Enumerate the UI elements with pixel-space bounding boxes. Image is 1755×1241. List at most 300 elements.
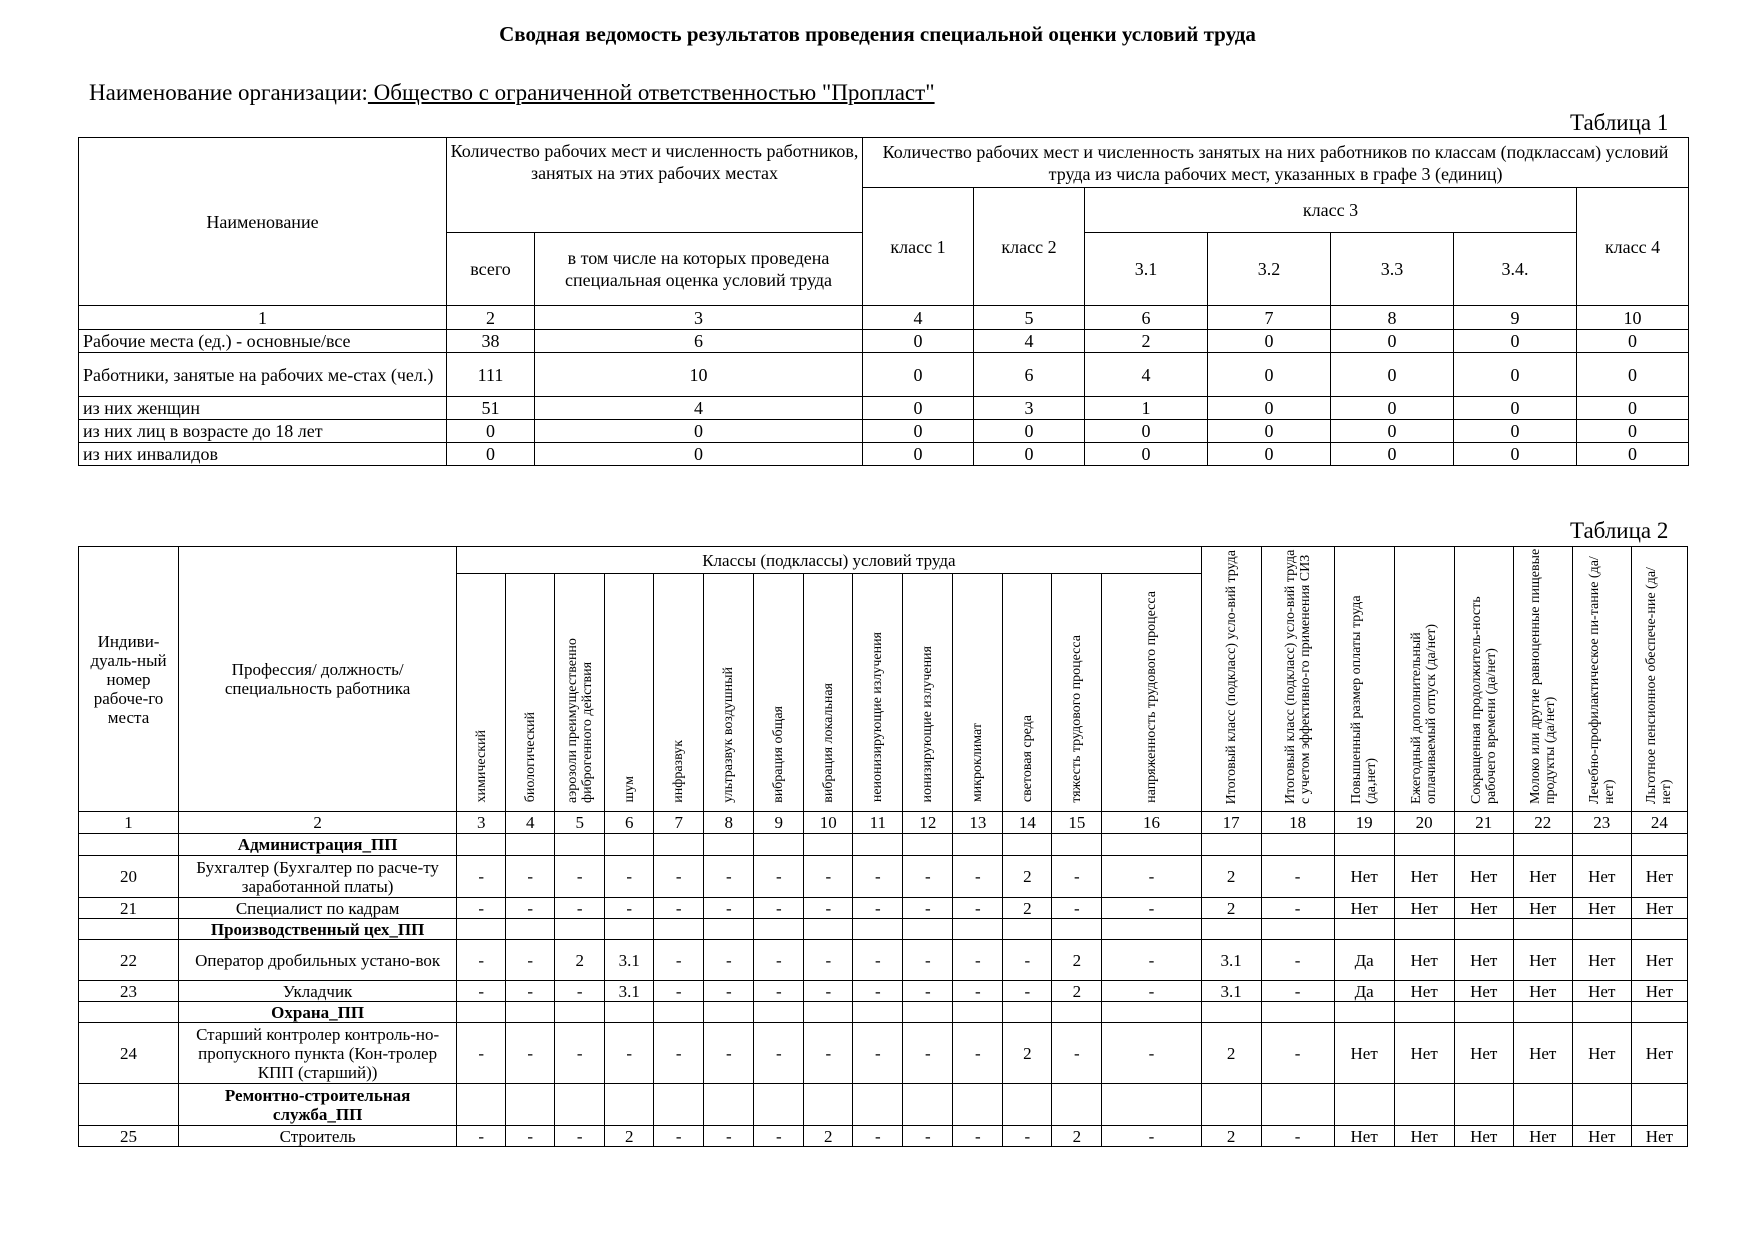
table-cell: - bbox=[853, 1023, 903, 1084]
column-number: 5 bbox=[555, 812, 605, 834]
table-cell: - bbox=[506, 940, 555, 981]
table-cell: 0 bbox=[1208, 443, 1331, 466]
empty-cell bbox=[754, 919, 804, 940]
empty-cell bbox=[79, 1084, 179, 1126]
column-number: 8 bbox=[1331, 306, 1454, 330]
empty-cell bbox=[1334, 834, 1394, 856]
empty-cell bbox=[1631, 1084, 1687, 1126]
empty-cell bbox=[605, 919, 654, 940]
empty-cell bbox=[654, 1002, 704, 1023]
table-cell: 10 bbox=[535, 353, 863, 397]
factor-label: вибрация локальная bbox=[820, 682, 836, 803]
factor-label: ионизирующие излучения bbox=[920, 646, 936, 803]
profession: Старший контролер контроль-но-пропускного пункта (Кон-тролер КПП (старший)) bbox=[179, 1023, 457, 1084]
table2-label: Таблица 2 bbox=[1570, 518, 1669, 543]
table-cell: 2 bbox=[1003, 898, 1052, 919]
column-number: 5 bbox=[974, 306, 1085, 330]
table-cell: - bbox=[605, 898, 654, 919]
table-cell: - bbox=[654, 898, 704, 919]
table-cell: Нет bbox=[1513, 898, 1572, 919]
table-cell: 0 bbox=[974, 420, 1085, 443]
workplace-number: 22 bbox=[79, 940, 179, 981]
table-cell: 0 bbox=[1454, 353, 1577, 397]
table-cell: 0 bbox=[1577, 330, 1689, 353]
table-cell: Нет bbox=[1394, 981, 1454, 1002]
empty-cell bbox=[953, 1084, 1003, 1126]
column-number: 13 bbox=[953, 812, 1003, 834]
empty-cell bbox=[654, 834, 704, 856]
empty-cell bbox=[1334, 1084, 1394, 1126]
factor-header bbox=[457, 574, 506, 812]
section-row bbox=[79, 1084, 1688, 1126]
table-cell: 0 bbox=[535, 420, 863, 443]
table-cell: - bbox=[506, 981, 555, 1002]
table-cell: 3.1 bbox=[1201, 940, 1261, 981]
organization-value: Общество с ограниченной ответственностью "Пропласт" bbox=[367, 80, 935, 105]
factor-header bbox=[953, 574, 1003, 812]
table-cell: - bbox=[1052, 1023, 1102, 1084]
table-cell: 4 bbox=[1085, 353, 1208, 397]
t1-header-total: всего bbox=[447, 233, 535, 306]
table-cell: - bbox=[605, 1023, 654, 1084]
empty-cell bbox=[903, 834, 953, 856]
t1-header-class2: класс 2 bbox=[974, 188, 1085, 306]
table-cell: - bbox=[903, 856, 953, 898]
t1-column-numbers bbox=[79, 306, 1689, 330]
table-cell: - bbox=[555, 981, 605, 1002]
table-cell: 2 bbox=[605, 1126, 654, 1147]
t1-header-3-2: 3.2 bbox=[1208, 233, 1331, 306]
empty-cell bbox=[506, 1002, 555, 1023]
factor-header bbox=[704, 574, 754, 812]
empty-cell bbox=[754, 1084, 804, 1126]
profession: Специалист по кадрам bbox=[179, 898, 457, 919]
empty-cell bbox=[506, 834, 555, 856]
empty-cell bbox=[654, 1084, 704, 1126]
table-cell: - bbox=[1003, 981, 1052, 1002]
table-row bbox=[79, 1126, 1688, 1147]
table-cell: - bbox=[1003, 940, 1052, 981]
table-cell: - bbox=[754, 1126, 804, 1147]
table-cell: Нет bbox=[1572, 898, 1631, 919]
empty-cell bbox=[1201, 834, 1261, 856]
row-name: Рабочие места (ед.) - основные/все bbox=[79, 330, 447, 353]
factor-header bbox=[506, 574, 555, 812]
empty-cell bbox=[804, 1084, 853, 1126]
factor-label: неионизирующие излучения bbox=[870, 632, 886, 803]
table-cell: Нет bbox=[1631, 898, 1687, 919]
table-cell: Нет bbox=[1631, 981, 1687, 1002]
empty-cell bbox=[457, 834, 506, 856]
table-row bbox=[79, 420, 1689, 443]
table-cell: 0 bbox=[1331, 443, 1454, 466]
empty-cell bbox=[1394, 1002, 1454, 1023]
empty-cell bbox=[1003, 834, 1052, 856]
empty-cell bbox=[1513, 1002, 1572, 1023]
column-number: 23 bbox=[1572, 812, 1631, 834]
table-cell: Нет bbox=[1454, 898, 1513, 919]
table-cell: - bbox=[555, 856, 605, 898]
result-header bbox=[1201, 547, 1261, 812]
table-cell: - bbox=[704, 981, 754, 1002]
t1-header-sout: в том числе на которых проведена специальная оценка условий труда bbox=[535, 233, 863, 306]
empty-cell bbox=[1003, 1002, 1052, 1023]
column-number: 24 bbox=[1631, 812, 1687, 834]
result-label: Итоговый класс (подкласс) усло-вий труда bbox=[1223, 549, 1239, 804]
empty-cell bbox=[1261, 1002, 1334, 1023]
result-label: Ежегодный дополнительный оплачиваемый отпуск (да/нет) bbox=[1409, 623, 1440, 804]
factor-label: аэрозоли преимущественно фиброгенного действия bbox=[564, 637, 595, 803]
table-cell: - bbox=[903, 940, 953, 981]
table-cell: - bbox=[1102, 898, 1201, 919]
t1-header-class1: класс 1 bbox=[863, 188, 974, 306]
factor-label: химический bbox=[473, 730, 489, 803]
empty-cell bbox=[1102, 1084, 1201, 1126]
table-cell: - bbox=[1261, 1023, 1334, 1084]
table-cell: - bbox=[654, 856, 704, 898]
factor-header bbox=[804, 574, 853, 812]
table-cell: - bbox=[903, 981, 953, 1002]
column-number: 9 bbox=[754, 812, 804, 834]
empty-cell bbox=[555, 1002, 605, 1023]
table-cell: Нет bbox=[1394, 1126, 1454, 1147]
table-cell: - bbox=[457, 898, 506, 919]
empty-cell bbox=[804, 919, 853, 940]
table-cell: 6 bbox=[974, 353, 1085, 397]
empty-cell bbox=[1513, 919, 1572, 940]
empty-cell bbox=[804, 834, 853, 856]
empty-cell bbox=[1052, 834, 1102, 856]
table-cell: 111 bbox=[447, 353, 535, 397]
table-cell: Нет bbox=[1631, 856, 1687, 898]
profession: Оператор дробильных устано-вок bbox=[179, 940, 457, 981]
table-cell: - bbox=[804, 1023, 853, 1084]
table-cell: Нет bbox=[1572, 940, 1631, 981]
column-number: 1 bbox=[79, 812, 179, 834]
empty-cell bbox=[1572, 834, 1631, 856]
table-cell: 0 bbox=[535, 443, 863, 466]
table-cell: - bbox=[953, 1023, 1003, 1084]
table-cell: Нет bbox=[1454, 1023, 1513, 1084]
workplace-number: 25 bbox=[79, 1126, 179, 1147]
table-cell: 2 bbox=[1201, 1023, 1261, 1084]
table-cell: - bbox=[1261, 1126, 1334, 1147]
table-cell: 0 bbox=[1331, 353, 1454, 397]
table-cell: Нет bbox=[1631, 940, 1687, 981]
table-cell: 2 bbox=[555, 940, 605, 981]
factor-header bbox=[605, 574, 654, 812]
table-cell: - bbox=[704, 1126, 754, 1147]
table-cell: - bbox=[1052, 898, 1102, 919]
column-number: 2 bbox=[179, 812, 457, 834]
table-cell: - bbox=[853, 898, 903, 919]
table-cell: - bbox=[704, 898, 754, 919]
table-cell: - bbox=[654, 940, 704, 981]
section-row bbox=[79, 1002, 1688, 1023]
empty-cell bbox=[555, 919, 605, 940]
empty-cell bbox=[1513, 834, 1572, 856]
table-row bbox=[79, 898, 1688, 919]
table-cell: - bbox=[754, 898, 804, 919]
table-cell: - bbox=[1261, 940, 1334, 981]
column-number: 8 bbox=[704, 812, 754, 834]
table-cell: 0 bbox=[1454, 420, 1577, 443]
table-cell: 0 bbox=[863, 420, 974, 443]
table-cell: - bbox=[754, 856, 804, 898]
section-title: Охрана_ПП bbox=[179, 1002, 457, 1023]
table-cell: 51 bbox=[447, 397, 535, 420]
table-cell: Нет bbox=[1572, 856, 1631, 898]
column-number: 7 bbox=[1208, 306, 1331, 330]
table-cell: 3.1 bbox=[1201, 981, 1261, 1002]
table-cell: 0 bbox=[1577, 397, 1689, 420]
result-header bbox=[1631, 547, 1687, 812]
column-number: 17 bbox=[1201, 812, 1261, 834]
table-cell: - bbox=[953, 856, 1003, 898]
empty-cell bbox=[654, 919, 704, 940]
table-cell: Нет bbox=[1334, 1126, 1394, 1147]
organization-label: Наименование организации: bbox=[89, 80, 368, 105]
empty-cell bbox=[1201, 919, 1261, 940]
table-cell: - bbox=[457, 981, 506, 1002]
table-cell: Нет bbox=[1513, 1126, 1572, 1147]
factor-label: инфразвук bbox=[671, 739, 687, 803]
table-cell: 2 bbox=[1085, 330, 1208, 353]
factor-label: тяжесть трудового процесса bbox=[1069, 634, 1085, 803]
empty-cell bbox=[903, 1002, 953, 1023]
table-cell: 0 bbox=[1577, 353, 1689, 397]
row-name: из них лиц в возрасте до 18 лет bbox=[79, 420, 447, 443]
table-cell: 2 bbox=[804, 1126, 853, 1147]
factor-header bbox=[555, 574, 605, 812]
empty-cell bbox=[953, 834, 1003, 856]
table-cell: Да bbox=[1334, 940, 1394, 981]
t1-header-class3: класс 3 bbox=[1085, 188, 1577, 233]
table-cell: 0 bbox=[1454, 443, 1577, 466]
table-cell: Да bbox=[1334, 981, 1394, 1002]
table-cell: 0 bbox=[1208, 397, 1331, 420]
t1-header-3-3: 3.3 bbox=[1331, 233, 1454, 306]
table-cell: - bbox=[853, 940, 903, 981]
table-cell: 2 bbox=[1052, 940, 1102, 981]
table-cell: 0 bbox=[863, 353, 974, 397]
result-label: Повышенный размер оплаты труда (да,нет) bbox=[1349, 595, 1380, 804]
column-number: 12 bbox=[903, 812, 953, 834]
empty-cell bbox=[853, 834, 903, 856]
section-title: Производственный цех_ПП bbox=[179, 919, 457, 940]
table-cell: Нет bbox=[1513, 981, 1572, 1002]
empty-cell bbox=[953, 919, 1003, 940]
table-cell: - bbox=[1102, 981, 1201, 1002]
column-number: 6 bbox=[1085, 306, 1208, 330]
t2-column-numbers bbox=[79, 812, 1688, 834]
result-header bbox=[1513, 547, 1572, 812]
table-cell: - bbox=[555, 1126, 605, 1147]
table-row bbox=[79, 1023, 1688, 1084]
table1-label: Таблица 1 bbox=[1570, 110, 1669, 135]
profession: Строитель bbox=[179, 1126, 457, 1147]
table-cell: 2 bbox=[1003, 1023, 1052, 1084]
table-cell: - bbox=[457, 1023, 506, 1084]
empty-cell bbox=[1631, 919, 1687, 940]
table-cell: - bbox=[853, 1126, 903, 1147]
table-cell: - bbox=[605, 856, 654, 898]
table-cell: 0 bbox=[1454, 330, 1577, 353]
table-cell: Нет bbox=[1513, 1023, 1572, 1084]
table-cell: 3 bbox=[974, 397, 1085, 420]
column-number: 3 bbox=[535, 306, 863, 330]
table-cell: 2 bbox=[1201, 856, 1261, 898]
table-cell: Нет bbox=[1334, 856, 1394, 898]
table-row bbox=[79, 330, 1689, 353]
empty-cell bbox=[1003, 919, 1052, 940]
table-cell: - bbox=[903, 1126, 953, 1147]
table-row bbox=[79, 443, 1689, 466]
column-number: 19 bbox=[1334, 812, 1394, 834]
table-cell: - bbox=[654, 1023, 704, 1084]
table-cell: Нет bbox=[1572, 1023, 1631, 1084]
table-cell: Нет bbox=[1394, 856, 1454, 898]
table-cell: 2 bbox=[1201, 1126, 1261, 1147]
table-cell: 0 bbox=[863, 330, 974, 353]
table-cell: 0 bbox=[1331, 397, 1454, 420]
t1-header-classes: Количество рабочих мест и численность занятых на них работников по классам (подклассам) условий труда из числа рабочих мест, указанных в графе 3 (единиц) bbox=[863, 138, 1689, 188]
result-header bbox=[1261, 547, 1334, 812]
column-number: 9 bbox=[1454, 306, 1577, 330]
empty-cell bbox=[79, 1002, 179, 1023]
table-cell: 2 bbox=[1201, 898, 1261, 919]
column-number: 14 bbox=[1003, 812, 1052, 834]
table-cell: 0 bbox=[1208, 353, 1331, 397]
table-cell: 3.1 bbox=[605, 981, 654, 1002]
column-number: 15 bbox=[1052, 812, 1102, 834]
table-cell: 0 bbox=[1208, 330, 1331, 353]
empty-cell bbox=[704, 834, 754, 856]
empty-cell bbox=[1513, 1084, 1572, 1126]
page-title: Сводная ведомость результатов проведения специальной оценки условий труда bbox=[499, 22, 1256, 46]
table-row bbox=[79, 981, 1688, 1002]
empty-cell bbox=[1052, 1084, 1102, 1126]
table-cell: Нет bbox=[1454, 856, 1513, 898]
column-number: 10 bbox=[804, 812, 853, 834]
empty-cell bbox=[754, 1002, 804, 1023]
empty-cell bbox=[1572, 919, 1631, 940]
table-cell: 2 bbox=[1003, 856, 1052, 898]
result-label: Сокращенная продолжитель-ность рабочего времени (да/нет) bbox=[1468, 596, 1499, 804]
table-cell: 0 bbox=[1331, 330, 1454, 353]
empty-cell bbox=[555, 834, 605, 856]
column-number: 2 bbox=[447, 306, 535, 330]
table-cell: 0 bbox=[447, 420, 535, 443]
empty-cell bbox=[1201, 1002, 1261, 1023]
table-cell: - bbox=[804, 898, 853, 919]
factor-label: вибрация общая bbox=[771, 705, 787, 803]
table-cell: - bbox=[1102, 1126, 1201, 1147]
table-cell: - bbox=[457, 1126, 506, 1147]
factor-header bbox=[1102, 574, 1201, 812]
table-cell: - bbox=[953, 981, 1003, 1002]
table-cell: - bbox=[457, 856, 506, 898]
table-cell: - bbox=[555, 898, 605, 919]
table-cell: - bbox=[555, 1023, 605, 1084]
table-cell: - bbox=[903, 898, 953, 919]
column-number: 3 bbox=[457, 812, 506, 834]
result-header bbox=[1394, 547, 1454, 812]
table-cell: - bbox=[1261, 898, 1334, 919]
empty-cell bbox=[1454, 919, 1513, 940]
empty-cell bbox=[1454, 1002, 1513, 1023]
factor-label: напряженность трудового процесса bbox=[1143, 590, 1159, 803]
result-label: Льготное пенсионное обеспече-ние (да/нет) bbox=[1644, 567, 1675, 804]
table-cell: 0 bbox=[863, 397, 974, 420]
table-cell: - bbox=[506, 1126, 555, 1147]
table-cell: - bbox=[903, 1023, 953, 1084]
empty-cell bbox=[506, 1084, 555, 1126]
table-cell: Нет bbox=[1454, 981, 1513, 1002]
empty-cell bbox=[953, 1002, 1003, 1023]
factor-label: ультразвук воздушный bbox=[721, 666, 737, 803]
t1-header-count: Количество рабочих мест и численность работников, занятых на этих рабочих местах bbox=[447, 138, 863, 233]
table-cell: - bbox=[506, 1023, 555, 1084]
result-label: Лечебно-профилактическое пи-тание (да/нет) bbox=[1586, 556, 1617, 804]
table-cell: - bbox=[506, 898, 555, 919]
table-cell: - bbox=[704, 1023, 754, 1084]
table-cell: - bbox=[754, 981, 804, 1002]
table-cell: 4 bbox=[535, 397, 863, 420]
workplace-number: 21 bbox=[79, 898, 179, 919]
organization-line bbox=[89, 80, 935, 106]
table-cell: Нет bbox=[1454, 1126, 1513, 1147]
section-title: Ремонтно-строительная служба_ПП bbox=[179, 1084, 457, 1126]
empty-cell bbox=[1394, 834, 1454, 856]
table-cell: - bbox=[654, 1126, 704, 1147]
empty-cell bbox=[1052, 919, 1102, 940]
table-cell: 0 bbox=[1577, 443, 1689, 466]
empty-cell bbox=[1631, 834, 1687, 856]
empty-cell bbox=[605, 1002, 654, 1023]
table-cell: - bbox=[1102, 856, 1201, 898]
empty-cell bbox=[903, 1084, 953, 1126]
workplace-number: 23 bbox=[79, 981, 179, 1002]
empty-cell bbox=[704, 919, 754, 940]
table-cell: Нет bbox=[1394, 940, 1454, 981]
empty-cell bbox=[1261, 1084, 1334, 1126]
table-cell: - bbox=[853, 981, 903, 1002]
empty-cell bbox=[853, 1084, 903, 1126]
column-number: 16 bbox=[1102, 812, 1201, 834]
factor-header bbox=[654, 574, 704, 812]
table-cell: - bbox=[953, 1126, 1003, 1147]
column-number: 20 bbox=[1394, 812, 1454, 834]
factor-label: шум bbox=[621, 776, 637, 803]
column-number: 10 bbox=[1577, 306, 1689, 330]
empty-cell bbox=[1003, 1084, 1052, 1126]
factor-header bbox=[903, 574, 953, 812]
table-cell: - bbox=[754, 940, 804, 981]
table-cell: 0 bbox=[447, 443, 535, 466]
column-number: 18 bbox=[1261, 812, 1334, 834]
t2-header-classes: Классы (подклассы) условий труда bbox=[457, 547, 1201, 574]
result-label: Итоговый класс (подкласс) усло-вий труда с учетом эффективно-го применения СИЗ bbox=[1282, 549, 1313, 804]
table-cell: - bbox=[953, 940, 1003, 981]
empty-cell bbox=[704, 1002, 754, 1023]
table-cell: - bbox=[754, 1023, 804, 1084]
t1-header-class4: класс 4 bbox=[1577, 188, 1689, 306]
empty-cell bbox=[605, 834, 654, 856]
empty-cell bbox=[457, 1084, 506, 1126]
table-cell: 0 bbox=[1085, 420, 1208, 443]
empty-cell bbox=[754, 834, 804, 856]
